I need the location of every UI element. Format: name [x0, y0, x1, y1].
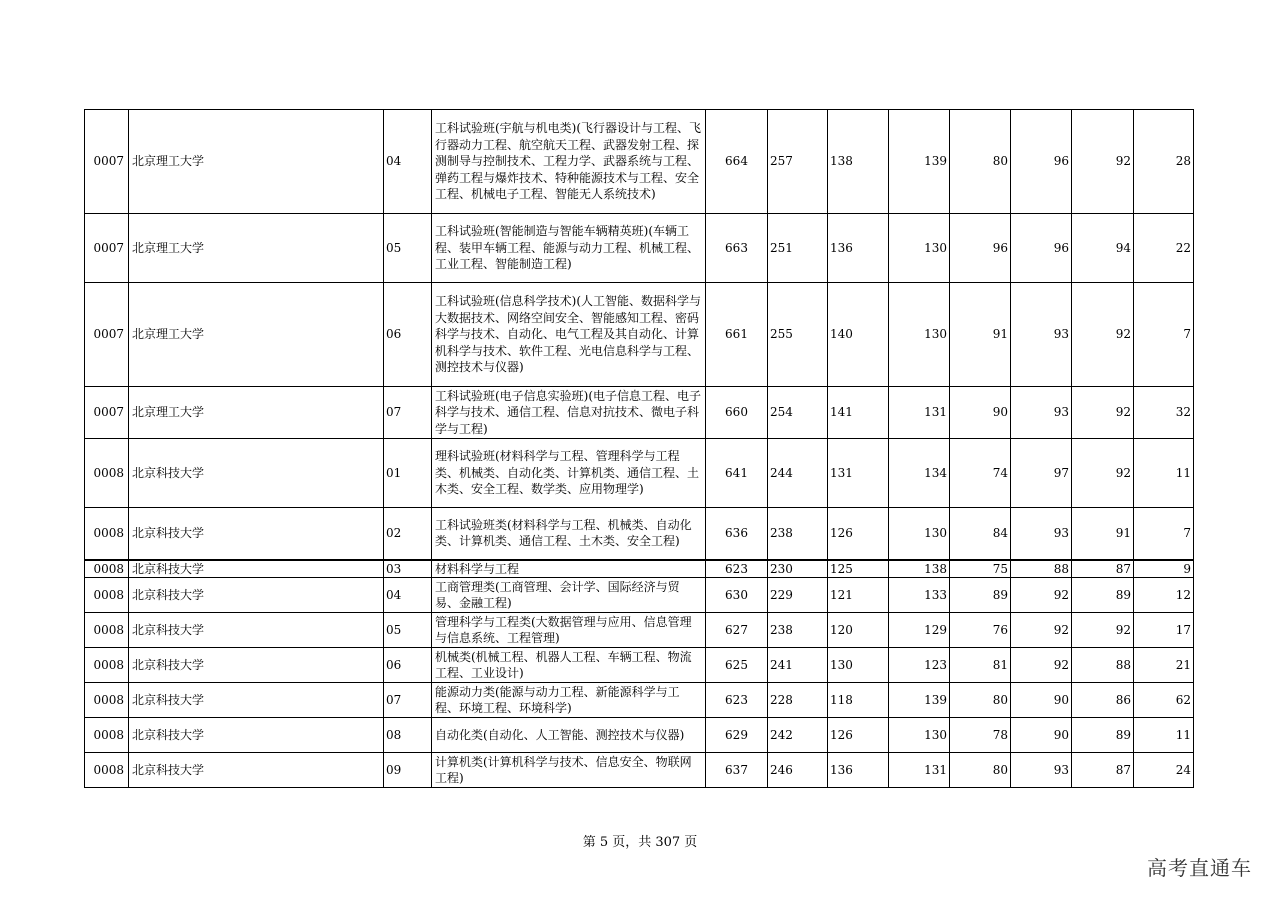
cell-institution-code: 0007	[85, 283, 129, 387]
cell-total-score: 636	[706, 508, 768, 560]
cell-institution-code: 0008	[85, 683, 129, 718]
cell-score-5: 96	[1011, 110, 1072, 214]
cell-score-5: 92	[1011, 613, 1072, 648]
cell-total-score: 637	[706, 753, 768, 788]
cell-score-3: 130	[889, 283, 950, 387]
cell-total-score: 629	[706, 718, 768, 753]
cell-score-6: 92	[1072, 387, 1134, 439]
cell-score-5: 92	[1011, 648, 1072, 683]
cell-score-2: 136	[828, 753, 889, 788]
cell-score-4: 91	[950, 283, 1011, 387]
page-footer: 第 5 页，共 307 页	[582, 835, 698, 850]
cell-total-score: 623	[706, 560, 768, 578]
table-row	[85, 560, 1194, 578]
cell-total-score: 627	[706, 613, 768, 648]
cell-score-6: 87	[1072, 753, 1134, 788]
cell-total-score: 641	[706, 439, 768, 508]
cell-score-5: 90	[1011, 718, 1072, 753]
cell-score-2: 130	[828, 648, 889, 683]
cell-institution-code: 0008	[85, 613, 129, 648]
cell-score-1: 241	[768, 648, 828, 683]
cell-group-code: 07	[384, 387, 432, 439]
cell-major-description: 工科试验班(宇航与机电类)(飞行器设计与工程、飞行器动力工程、航空航天工程、武器发射工程、探测制导与控制技术、工程力学、武器系统与工程、弹药工程与爆炸技术、特种能源技术与工程、安全工程、机械电子工程、智能无人系统技术)	[432, 110, 706, 214]
cell-major-description: 材料科学与工程	[432, 560, 706, 578]
cell-score-2: 141	[828, 387, 889, 439]
cell-school-name: 北京科技大学	[129, 683, 384, 718]
cell-school-name: 北京理工大学	[129, 110, 384, 214]
cell-institution-code: 0007	[85, 110, 129, 214]
cell-score-1: 242	[768, 718, 828, 753]
cell-institution-code: 0007	[85, 387, 129, 439]
cell-score-4: 84	[950, 508, 1011, 560]
cell-score-5: 92	[1011, 578, 1072, 613]
cell-institution-code: 0008	[85, 578, 129, 613]
cell-school-name: 北京科技大学	[129, 578, 384, 613]
cell-group-code: 02	[384, 508, 432, 560]
cell-score-3: 130	[889, 508, 950, 560]
cell-score-3: 131	[889, 753, 950, 788]
cell-score-7: 32	[1134, 387, 1194, 439]
table-row	[85, 718, 1194, 753]
cell-score-1: 246	[768, 753, 828, 788]
cell-major-description: 管理科学与工程类(大数据管理与应用、信息管理与信息系统、工程管理)	[432, 613, 706, 648]
table-row	[85, 578, 1194, 613]
cell-school-name: 北京科技大学	[129, 439, 384, 508]
cell-score-7: 21	[1134, 648, 1194, 683]
cell-score-4: 76	[950, 613, 1011, 648]
cell-group-code: 05	[384, 214, 432, 283]
cell-score-7: 17	[1134, 613, 1194, 648]
table-row	[85, 648, 1194, 683]
cell-score-7: 7	[1134, 283, 1194, 387]
cell-score-4: 80	[950, 110, 1011, 214]
cell-score-7: 28	[1134, 110, 1194, 214]
cell-institution-code: 0008	[85, 718, 129, 753]
cell-school-name: 北京科技大学	[129, 753, 384, 788]
cell-score-6: 87	[1072, 560, 1134, 578]
cell-score-7: 62	[1134, 683, 1194, 718]
cell-score-3: 139	[889, 110, 950, 214]
cell-score-1: 228	[768, 683, 828, 718]
watermark-logo-text: 高考直通车	[1147, 856, 1252, 880]
cell-group-code: 09	[384, 753, 432, 788]
cell-major-description: 能源动力类(能源与动力工程、新能源科学与工程、环境工程、环境科学)	[432, 683, 706, 718]
cell-score-5: 88	[1011, 560, 1072, 578]
cell-group-code: 01	[384, 439, 432, 508]
cell-school-name: 北京科技大学	[129, 508, 384, 560]
cell-score-6: 89	[1072, 718, 1134, 753]
cell-score-2: 140	[828, 283, 889, 387]
cell-score-1: 254	[768, 387, 828, 439]
cell-score-1: 255	[768, 283, 828, 387]
cell-score-1: 238	[768, 508, 828, 560]
cell-score-5: 90	[1011, 683, 1072, 718]
table-row	[85, 283, 1194, 387]
cell-score-6: 92	[1072, 283, 1134, 387]
cell-score-3: 123	[889, 648, 950, 683]
cell-score-4: 96	[950, 214, 1011, 283]
cell-score-7: 9	[1134, 560, 1194, 578]
cell-school-name: 北京科技大学	[129, 648, 384, 683]
cell-score-3: 129	[889, 613, 950, 648]
cell-school-name: 北京理工大学	[129, 387, 384, 439]
cell-score-2: 136	[828, 214, 889, 283]
cell-score-6: 89	[1072, 578, 1134, 613]
admission-score-table	[84, 109, 1194, 788]
cell-score-1: 230	[768, 560, 828, 578]
cell-total-score: 623	[706, 683, 768, 718]
cell-score-2: 121	[828, 578, 889, 613]
cell-score-3: 134	[889, 439, 950, 508]
cell-group-code: 07	[384, 683, 432, 718]
cell-score-4: 81	[950, 648, 1011, 683]
cell-score-5: 93	[1011, 387, 1072, 439]
cell-total-score: 660	[706, 387, 768, 439]
cell-score-2: 126	[828, 508, 889, 560]
cell-score-6: 92	[1072, 110, 1134, 214]
cell-school-name: 北京科技大学	[129, 560, 384, 578]
cell-total-score: 663	[706, 214, 768, 283]
cell-score-4: 89	[950, 578, 1011, 613]
cell-institution-code: 0008	[85, 753, 129, 788]
cell-score-6: 91	[1072, 508, 1134, 560]
cell-major-description: 工科试验班类(材料科学与工程、机械类、自动化类、计算机类、通信工程、土木类、安全工程)	[432, 508, 706, 560]
cell-score-5: 93	[1011, 283, 1072, 387]
cell-school-name: 北京理工大学	[129, 283, 384, 387]
cell-score-1: 238	[768, 613, 828, 648]
cell-institution-code: 0008	[85, 560, 129, 578]
table-row	[85, 387, 1194, 439]
cell-group-code: 08	[384, 718, 432, 753]
cell-total-score: 661	[706, 283, 768, 387]
table-row	[85, 508, 1194, 560]
cell-score-1: 257	[768, 110, 828, 214]
cell-total-score: 664	[706, 110, 768, 214]
cell-score-5: 93	[1011, 753, 1072, 788]
cell-score-6: 86	[1072, 683, 1134, 718]
cell-score-3: 130	[889, 718, 950, 753]
table-row	[85, 683, 1194, 718]
cell-score-7: 24	[1134, 753, 1194, 788]
table-row	[85, 753, 1194, 788]
cell-major-description: 工科试验班(信息科学技术)(人工智能、数据科学与大数据技术、网络空间安全、智能感知工程、密码科学与技术、自动化、电气工程及其自动化、计算机科学与技术、软件工程、光电信息科学与工程、测控技术与仪器)	[432, 283, 706, 387]
cell-school-name: 北京科技大学	[129, 718, 384, 753]
cell-score-4: 80	[950, 683, 1011, 718]
table-row	[85, 613, 1194, 648]
cell-score-1: 244	[768, 439, 828, 508]
cell-score-3: 139	[889, 683, 950, 718]
table-row	[85, 214, 1194, 283]
cell-score-6: 94	[1072, 214, 1134, 283]
table-body	[85, 110, 1194, 788]
cell-major-description: 计算机类(计算机科学与技术、信息安全、物联网工程)	[432, 753, 706, 788]
cell-score-3: 138	[889, 560, 950, 578]
cell-institution-code: 0008	[85, 508, 129, 560]
cell-score-5: 97	[1011, 439, 1072, 508]
cell-school-name: 北京理工大学	[129, 214, 384, 283]
cell-major-description: 工科试验班(智能制造与智能车辆精英班)(车辆工程、装甲车辆工程、能源与动力工程、机械工程、工业工程、智能制造工程)	[432, 214, 706, 283]
cell-group-code: 04	[384, 110, 432, 214]
cell-score-2: 120	[828, 613, 889, 648]
cell-major-description: 工商管理类(工商管理、会计学、国际经济与贸易、金融工程)	[432, 578, 706, 613]
table-row	[85, 439, 1194, 508]
cell-group-code: 06	[384, 283, 432, 387]
cell-score-7: 11	[1134, 718, 1194, 753]
cell-score-3: 133	[889, 578, 950, 613]
cell-score-7: 11	[1134, 439, 1194, 508]
cell-major-description: 理科试验班(材料科学与工程、管理科学与工程类、机械类、自动化类、计算机类、通信工程、土木类、安全工程、数学类、应用物理学)	[432, 439, 706, 508]
cell-score-4: 75	[950, 560, 1011, 578]
cell-score-5: 93	[1011, 508, 1072, 560]
cell-group-code: 05	[384, 613, 432, 648]
cell-score-6: 88	[1072, 648, 1134, 683]
cell-major-description: 机械类(机械工程、机器人工程、车辆工程、物流工程、工业设计)	[432, 648, 706, 683]
cell-score-2: 131	[828, 439, 889, 508]
cell-total-score: 630	[706, 578, 768, 613]
cell-group-code: 04	[384, 578, 432, 613]
cell-score-2: 138	[828, 110, 889, 214]
cell-score-7: 7	[1134, 508, 1194, 560]
cell-group-code: 03	[384, 560, 432, 578]
cell-school-name: 北京科技大学	[129, 613, 384, 648]
cell-score-3: 131	[889, 387, 950, 439]
cell-score-3: 130	[889, 214, 950, 283]
cell-institution-code: 0007	[85, 214, 129, 283]
cell-score-4: 74	[950, 439, 1011, 508]
cell-score-4: 78	[950, 718, 1011, 753]
cell-score-6: 92	[1072, 439, 1134, 508]
cell-score-2: 125	[828, 560, 889, 578]
cell-score-2: 118	[828, 683, 889, 718]
cell-group-code: 06	[384, 648, 432, 683]
cell-score-5: 96	[1011, 214, 1072, 283]
cell-score-1: 229	[768, 578, 828, 613]
cell-major-description: 自动化类(自动化、人工智能、测控技术与仪器)	[432, 718, 706, 753]
cell-score-6: 92	[1072, 613, 1134, 648]
cell-score-7: 22	[1134, 214, 1194, 283]
cell-institution-code: 0008	[85, 439, 129, 508]
cell-score-1: 251	[768, 214, 828, 283]
cell-major-description: 工科试验班(电子信息实验班)(电子信息工程、电子科学与技术、通信工程、信息对抗技术、微电子科学与工程)	[432, 387, 706, 439]
table-row	[85, 110, 1194, 214]
cell-institution-code: 0008	[85, 648, 129, 683]
cell-score-2: 126	[828, 718, 889, 753]
cell-total-score: 625	[706, 648, 768, 683]
cell-score-7: 12	[1134, 578, 1194, 613]
cell-score-4: 90	[950, 387, 1011, 439]
cell-score-4: 80	[950, 753, 1011, 788]
